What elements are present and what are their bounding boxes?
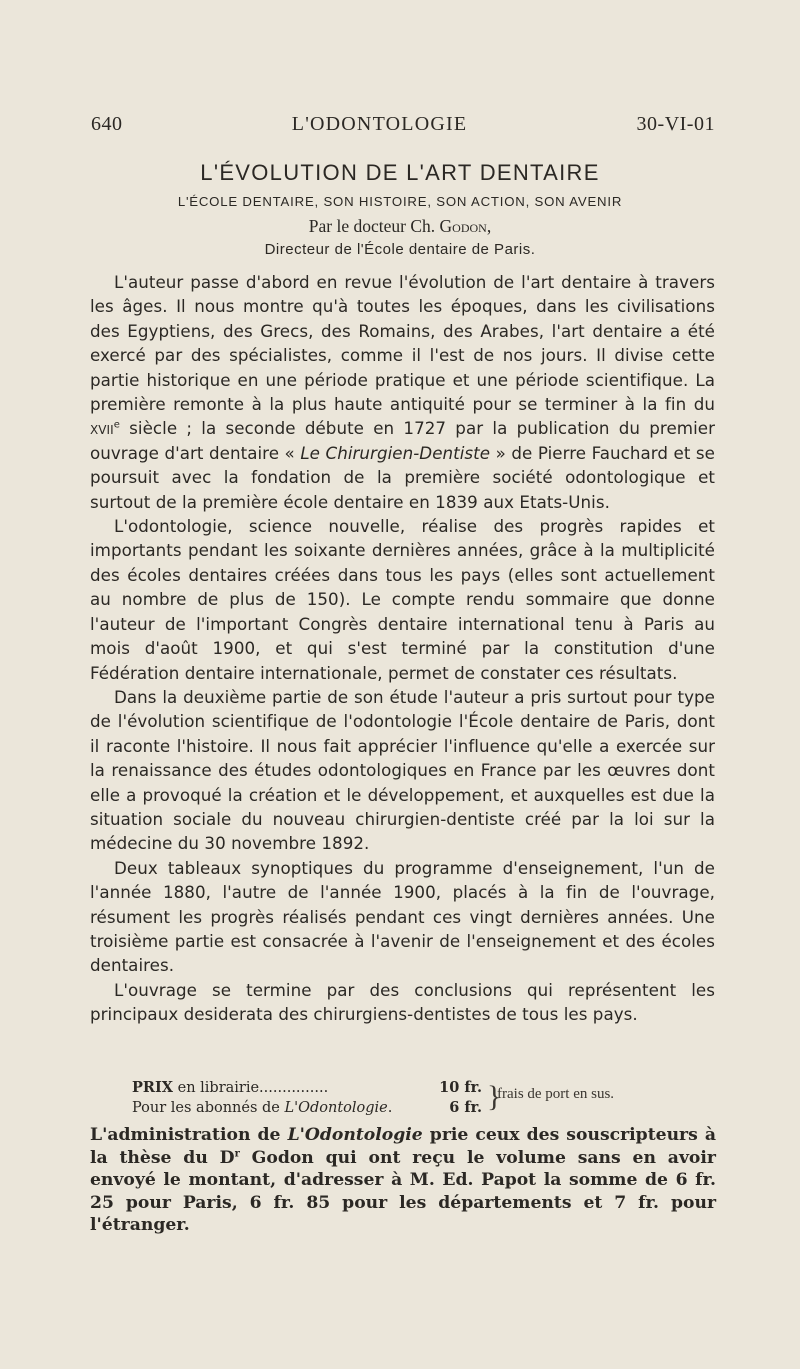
price-label-bookstore (132, 1078, 432, 1098)
price-block (132, 1078, 722, 1118)
article-subtitle: L'ÉCOLE DENTAIRE, SON HISTOIRE, SON ACTION, SON AVENIR (177, 194, 623, 209)
issue-date: 30-VI-01 (636, 113, 715, 135)
century-suffix: e (113, 419, 120, 431)
author-prefix: Par le docteur Ch. (308, 216, 440, 236)
article-author (0, 216, 800, 237)
doctor-abbrev-sup: r (234, 1147, 240, 1159)
price-amount-subscribers: 6 fr. (449, 1099, 482, 1116)
paragraph-5: L'ouvrage se termine par des conclusions qui représentent les principaux desiderata des chirurgiens-dentistes de tous les pays. (90, 979, 715, 1025)
paragraph-4: Deux tableaux synoptiques du programme d'enseignement, l'un de l'année 1880, l'autre de l'année 1900, placés à la fin de l'ouvrage, résument les progrès réalisés pendant ces vingt dernières années. Une troisième partie est consacrée à l'avenir de l'enseignement et des écoles dentaires. (90, 857, 715, 976)
running-title: L'ODONTOLOGIE (291, 113, 468, 135)
price-amount-bookstore: 10 fr. (439, 1079, 482, 1096)
author-suffix: , (486, 216, 492, 236)
notice-journal-name: L'Odontologie (287, 1125, 423, 1145)
price-label-subscribers (132, 1099, 432, 1118)
article-body (90, 270, 715, 1027)
page-number: 640 (91, 113, 123, 135)
paragraph-2: L'odontologie, science nouvelle, réalise des progrès rapides et importants pendant les soixante dernières années, grâce à la multiplicité des écoles dentaires créées dans tous les pays (elles sont actuellement au nombre de plus de 150). Le compte rendu sommaire que donne l'auteur de l'important Congrès dentaire international tenu à Paris au mois d'août 1900, et qui s'est terminé par la constitution d'une Fédération dentaire internationale, permet de constater ces résultats. (90, 516, 715, 683)
paragraph-1-text-b: siècle ; la seconde débute en 1727 par la publication du premier ouvrage d'art dentaire « (90, 418, 715, 463)
notice-text-b: prie ceux des souscripteurs à la thèse du D (90, 1125, 716, 1168)
paragraph-1-text-a: L'auteur passe d'abord en revue l'évolution de l'art dentaire à travers les âges. Il nous montre qu'à toutes les époques, dans les civilisations des Egyptiens, des Grecs, des Romains, des Arabes, l'art dentaire a été exercé par des spécialistes, comme il l'est de nos jours. Il divise cette partie historique en une période pratique et une période scientifique. La première remonte à la plus haute antiquité pour se terminer à la fin du (90, 272, 715, 415)
century-numeral: xvii (90, 418, 114, 439)
running-header (91, 113, 715, 136)
author-name: Godon (439, 216, 487, 236)
paragraph-3: Dans la deuxième partie de son étude l'auteur a pris surtout pour type de l'évolution scientifique de l'odontologie l'École dentaire de Paris, dont il raconte l'histoire. Il nous fait apprécier l'influence qu'elle a exercée sur la renaissance des études odontologiques en France par les œuvres dont elle a provoqué la création et le développement, et auxquelles est due la situation sociale du nouveau chirurgien-dentiste créé par la loi sur la médecine du 30 novembre 1892. (90, 686, 715, 854)
book-title: Le Chirurgien-Dentiste (300, 442, 491, 463)
paragraph-1-text-c: » de Pierre Fauchard et se poursuit avec la fondation de la première société odontologique et surtout de la première école dentaire en 1839 aux Etats-Unis. (90, 442, 715, 512)
brace-icon: } (487, 1080, 502, 1113)
notice-text-c: Godon qui ont reçu le volume sans en avoir envoyé le montant, d'adresser à M. Ed. Papot la somme de 6 fr. 25 pour Paris, 6 fr. 85 pour les départements et 7 fr. pour l'étranger. (90, 1147, 716, 1235)
administration-notice (90, 1124, 716, 1237)
price-row-bookstore (132, 1078, 722, 1098)
price-row-subscribers (132, 1098, 722, 1118)
notice-text-a: L'administration de (90, 1125, 288, 1145)
price-label-bold: PRIX (132, 1079, 173, 1096)
author-role: Directeur de l'École dentaire de Paris. (264, 241, 536, 258)
journal-name: L'Odontologie (284, 1100, 388, 1116)
price-label-subscribers-b: . (387, 1100, 393, 1116)
price-label-subscribers-a: Pour les abonnés de (132, 1100, 285, 1116)
shipping-note: frais de port en sus. (497, 1086, 615, 1102)
paragraph-1 (90, 270, 715, 514)
price-label-rest: en librairie............... (173, 1080, 329, 1096)
article-title: L'ÉVOLUTION DE L'ART DENTAIRE (200, 160, 600, 185)
